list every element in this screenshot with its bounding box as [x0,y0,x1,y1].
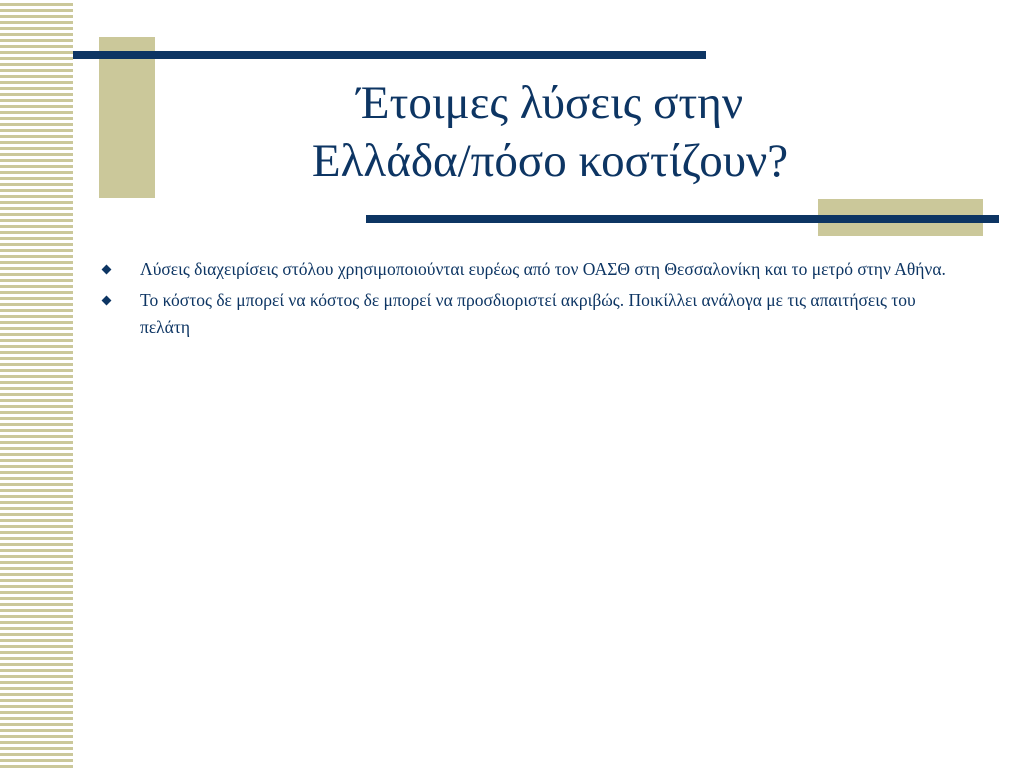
slide-title-line-1: Έτοιμες λύσεις στην [356,77,744,129]
bullet-item [103,287,963,341]
diamond-bullet-icon [102,265,112,275]
bullet-text: Λύσεις διαχειρίσεις στόλου χρησιμοποιούνται ευρέως από τον ΟΑΣΘ στη Θεσσαλονίκη και το μετρό στην Αθήνα. [140,259,946,279]
bullet-text: Το κόστος δε μπορεί να κόστος δε μπορεί να προσδιοριστεί ακριβώς. Ποικίλλει ανάλογα με τις απαιτήσεις του πελάτη [140,290,916,337]
bullet-item [103,256,963,283]
decorative-khaki-block-top [99,37,155,198]
decorative-navy-line-bottom [366,215,999,223]
slide-title-line-2: Ελλάδα/πόσο κοστίζουν? [311,135,789,187]
diamond-bullet-icon [102,296,112,306]
bullet-list [103,256,963,345]
decorative-navy-line-top [73,51,706,59]
slide-title [160,74,940,190]
decorative-stripe-bar [0,0,73,768]
